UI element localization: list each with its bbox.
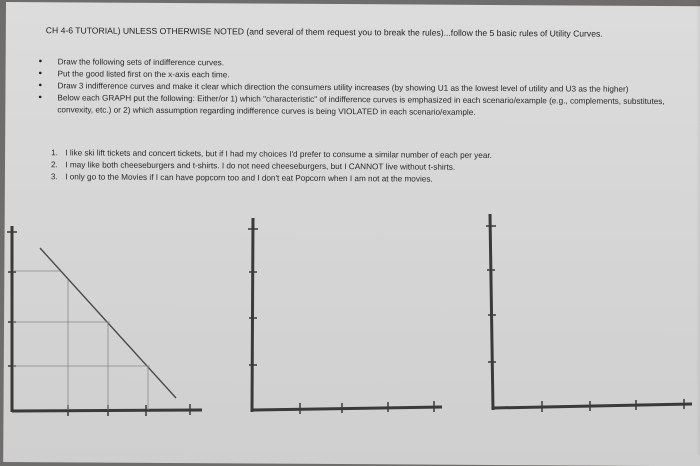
scenario-number: 1. (51, 148, 58, 158)
graph-3-y-axis (490, 214, 493, 410)
instruction-item: • Put the good listed first on the x-axis each time. (58, 68, 698, 83)
graph-2-x-axis (252, 407, 442, 410)
graph-2-y-axis (252, 218, 253, 412)
scenario-text: I like ski lift tickets and concert tickets, but if I had my choices I'd prefer to consume a similar number of each per year. (65, 148, 492, 160)
worksheet-heading: CH 4-6 TUTORIAL) UNLESS OTHERWISE NOTED (and several of them request you to break the rules)...follow the 5 basic rules of Utility Curves. (45, 25, 603, 39)
graph-3 (486, 214, 692, 412)
graph-1-x-axis (12, 410, 202, 411)
graph-1 (7, 226, 202, 416)
instruction-item: • Draw 3 indifference curves and make it clear which direction the consumers utility increases (by showing U1 as the lowest level of utility and U3 as the higher) (57, 80, 697, 95)
instruction-item: • Below each GRAPH put the following: Either/or 1) which "characteristic" of indifference curves is emphasized in each scenario/example (e.g., complements, substitutes, convexity, etc.) or 2) which assumption regarding indifference curves is being VIOLATED in each scenario/example. (57, 92, 697, 119)
scenario-number: 3. (50, 172, 58, 182)
graph-2 (248, 218, 442, 414)
scenario-text: I only go to the Movies if I can have popcorn too and I don't eat Popcorn when I am not at the movies. (65, 172, 433, 184)
scenario-text: I may like both cheeseburgers and t-shirts. I do not need cheeseburgers, but I CANNOT live without t-shirts. (65, 160, 456, 172)
graph-3-x-axis (493, 404, 692, 408)
photo-shadow (696, 0, 700, 455)
instruction-item: • Draw the following sets of indifference curves. (58, 56, 698, 71)
scenario-number: 2. (50, 160, 58, 170)
